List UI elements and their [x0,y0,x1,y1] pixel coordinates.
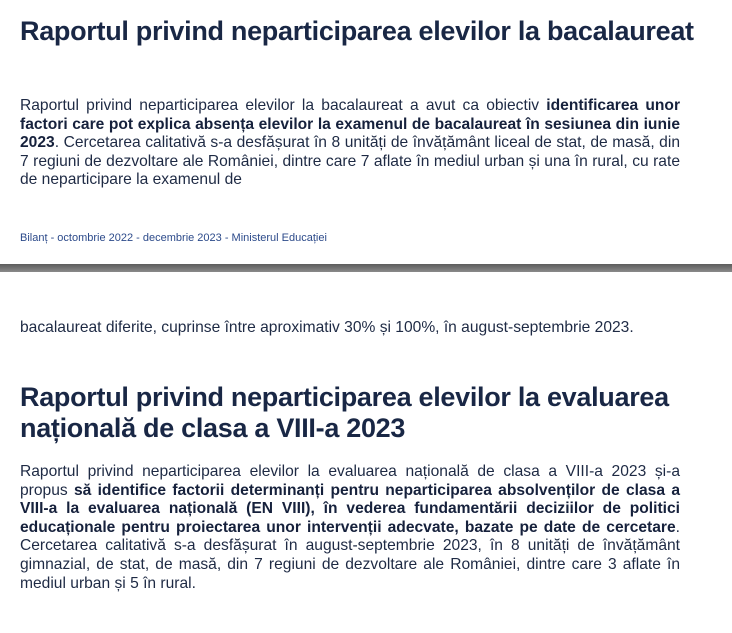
page-footer: Bilanț - octombrie 2022 - decembrie 2023 - Ministerul Educației [20,232,327,244]
paragraph-rest: . Cercetarea calitativă s-a desfășurat în 8 unități de învățământ liceal de stat, de masă, din 7 regiuni de dezvoltare ale României, dintre care 7 aflate în mediul urban și una în rural, cu rate de neparticipare la examenul de [20,134,680,189]
paragraph-intro: Raportul privind neparticiparea elevilor la evaluarea națională de clasa a VIII-a 2023 și-a propus [20,463,680,499]
page-divider [0,264,732,272]
report-title-bacalaureat: Raportul privind neparticiparea elevilor la bacalaureat [20,16,694,46]
report-paragraph-bacalaureat [20,97,680,190]
continuation-paragraph: bacalaureat diferite, cuprinse între aproximativ 30% și 100%, în august-septembrie 2023. [20,319,634,336]
report-paragraph-evaluare-nationala [20,463,680,593]
page-section-1 [0,0,732,264]
report-title-evaluare-nationala: Raportul privind neparticiparea elevilor la evaluarea națională de clasa a VIII-a 2023 [20,382,669,443]
paragraph-rest: . Cercetarea calitativă s-a desfășurat în august-septembrie 2023, în 8 unități de învățământ gimnazial, de stat, de masă, din 7 regiuni de dezvoltare ale României, dintre care 3 aflate în mediul urban și 5 în rural. [20,518,680,592]
paragraph-objective: să identifice factorii determinanți pentru neparticiparea absolvenților de clasa a VIII-a la evaluarea națională (EN VIII), în vederea fundamentării deciziilor de politici educaționale pentru proiectarea unor intervenții adecvate, bazate pe date de cercetare [20,481,680,536]
paragraph-objective: identificarea unor factori care pot explica absența elevilor la examenul de bacalaureat în sesiunea din iunie 2023 [20,97,681,152]
paragraph-intro: Raportul privind neparticiparea elevilor la bacalaureat a avut ca obiectiv [20,97,547,114]
page-section-2 [0,272,732,633]
